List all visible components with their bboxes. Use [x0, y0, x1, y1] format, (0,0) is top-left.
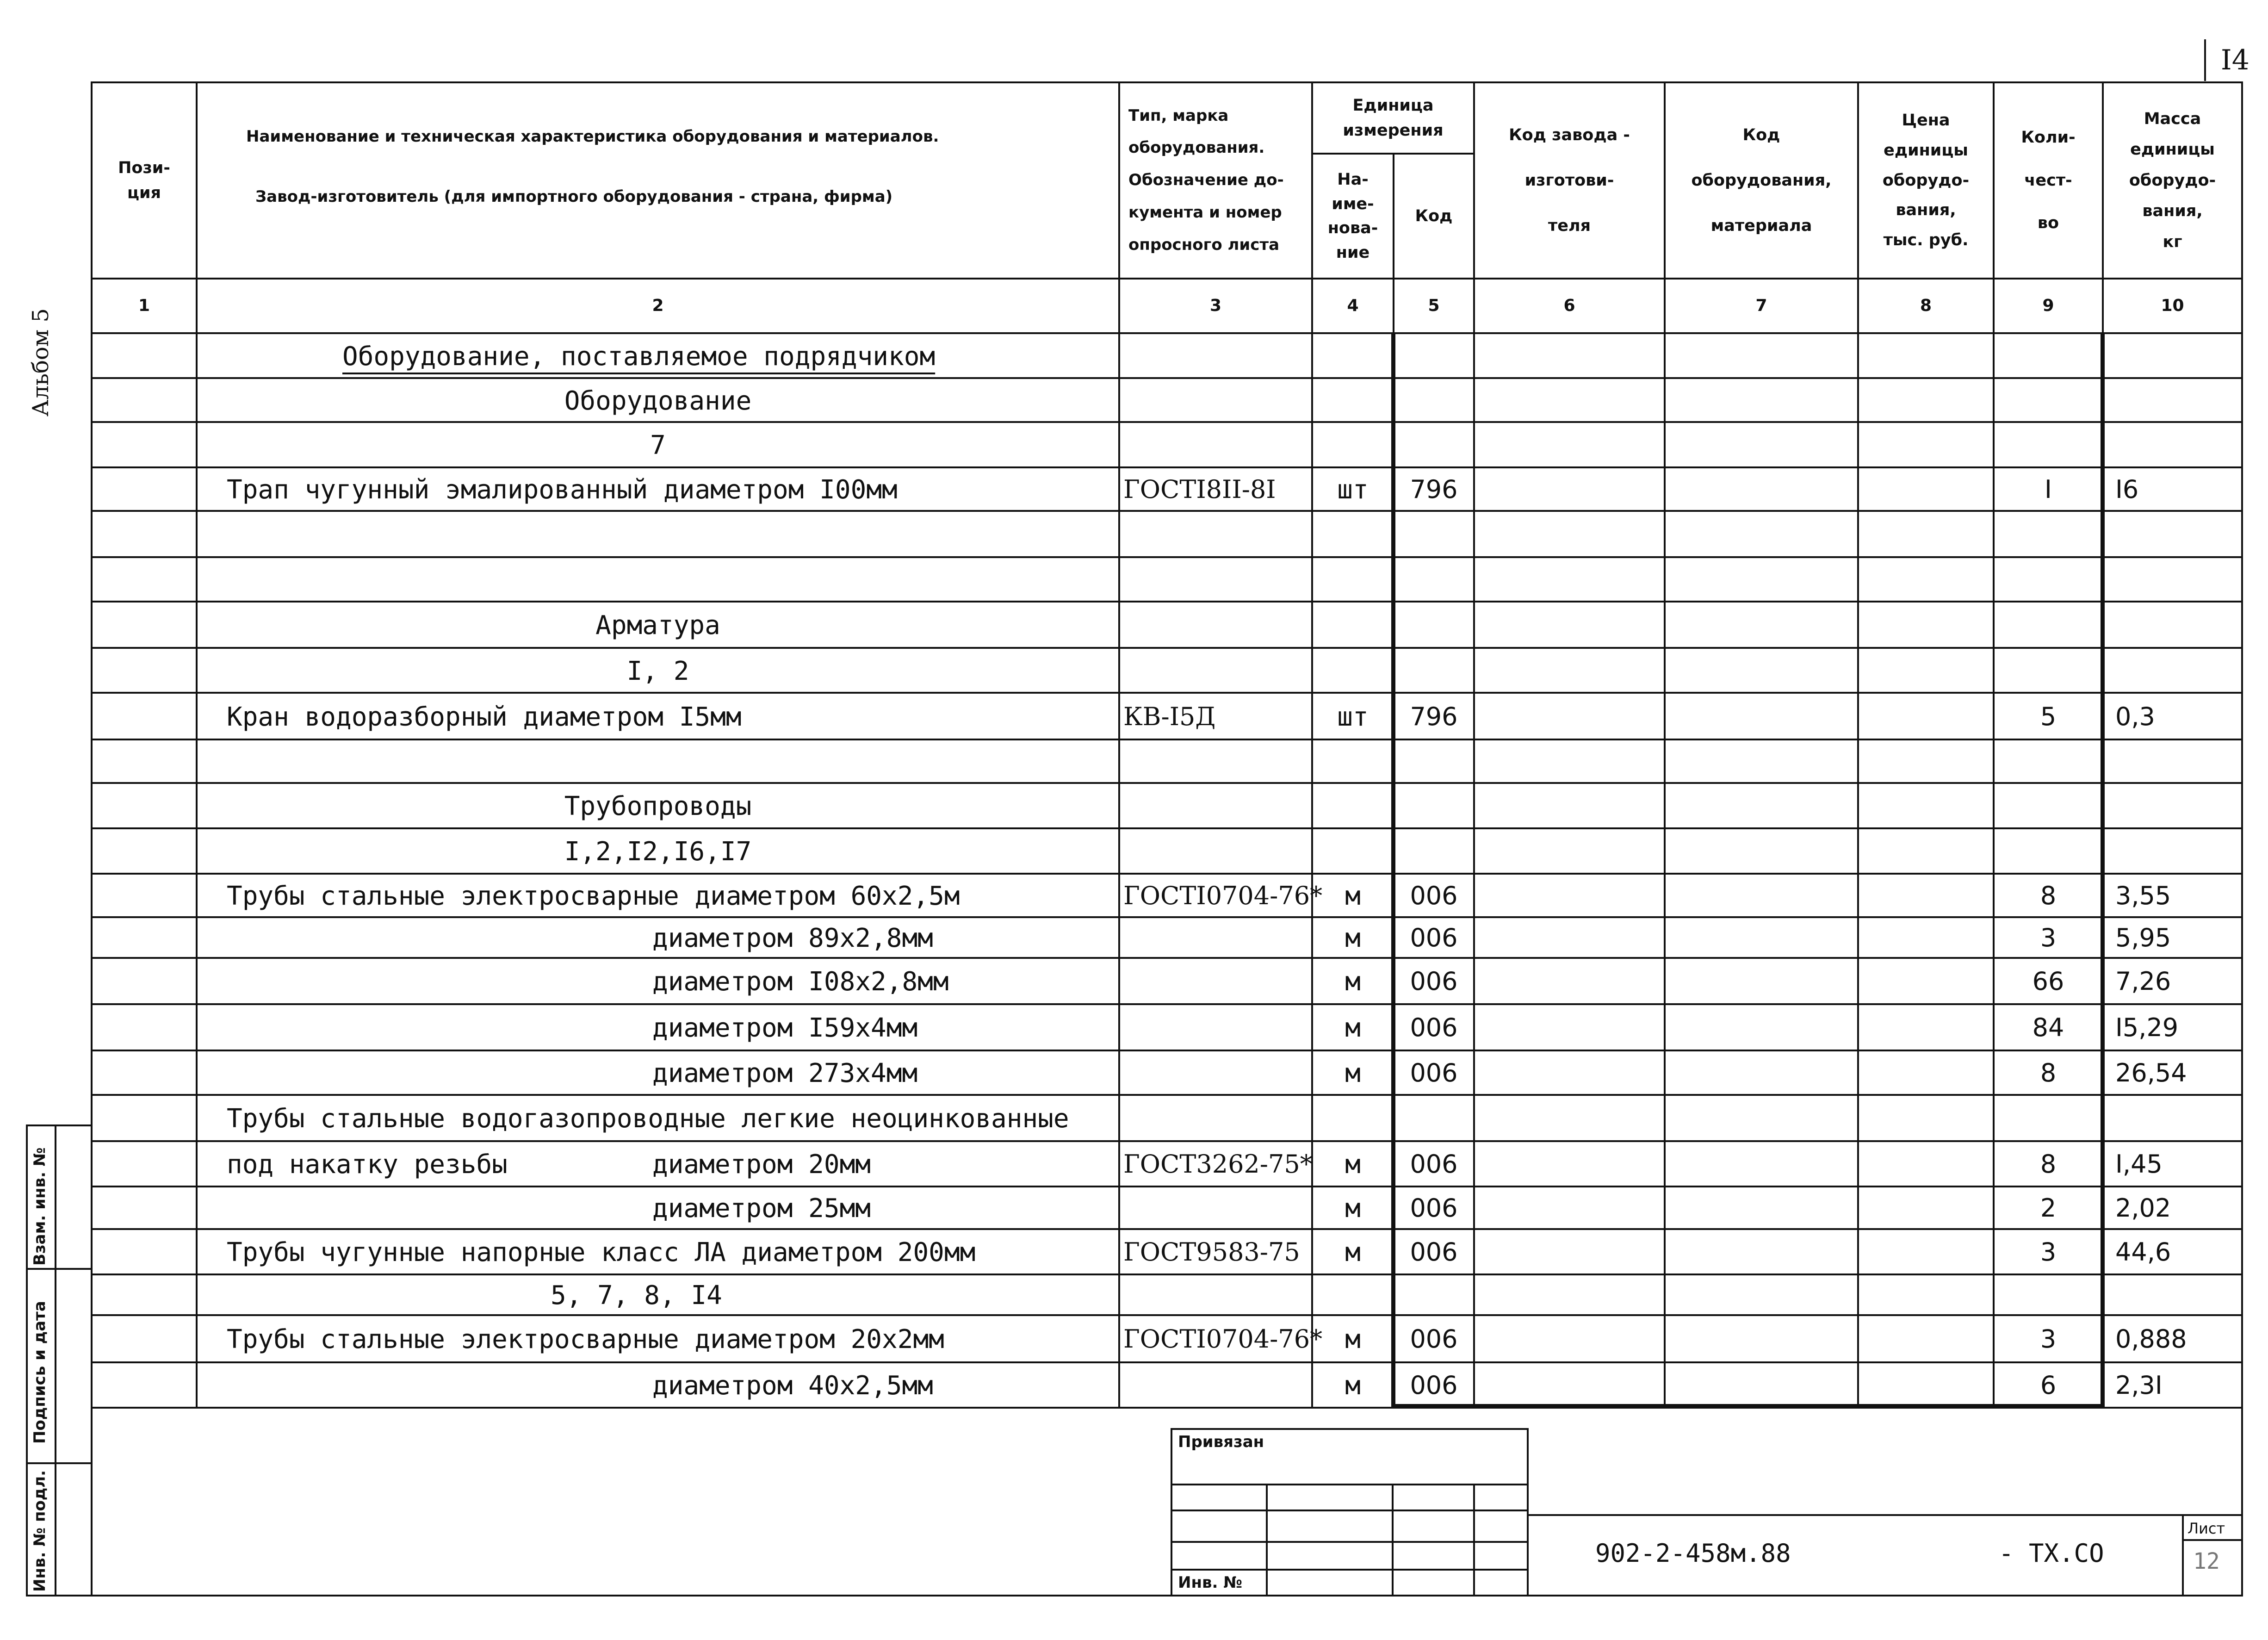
colnum-1: 1	[138, 296, 150, 315]
title-block-inv-no: Инв. №	[1178, 1573, 1243, 1592]
header-name-line1: Наименование и техническая характеристика оборудования и материалов.	[246, 127, 939, 146]
item-unit-code: 006	[1410, 1193, 1458, 1223]
item-unit-name: м	[1345, 1371, 1361, 1401]
row-line	[91, 1273, 2243, 1275]
item-mass: 26,54	[2115, 1058, 2187, 1087]
item-name-diameter: диаметром 20мм	[652, 1149, 871, 1180]
colnum-4: 4	[1347, 296, 1359, 315]
item-unit-name: м	[1345, 1058, 1361, 1088]
item-standard: ГОСТI8II-8I	[1123, 475, 1276, 504]
item-unit-code: 006	[1410, 1324, 1458, 1354]
header-unit-group: Единица измерения	[1343, 96, 1444, 140]
header-unit-name: На- име- нова- ние	[1327, 170, 1378, 262]
item-quantity: 2	[2040, 1193, 2057, 1223]
item-unit-name: м	[1345, 967, 1361, 997]
item-quantity: 3	[2040, 1237, 2057, 1267]
subsection-title: I, 2	[626, 656, 689, 686]
row-line	[91, 739, 2243, 740]
item-unit-code: 006	[1410, 1149, 1458, 1179]
item-unit-name: м	[1345, 1193, 1361, 1224]
item-name: диаметром 273х4мм	[652, 1058, 918, 1088]
row-line	[91, 1228, 2243, 1230]
row-line	[91, 916, 2243, 918]
item-unit-code: 006	[1410, 1371, 1458, 1400]
item-standard: КВ-I5Д	[1123, 702, 1216, 731]
item-unit-code: 006	[1410, 967, 1458, 996]
row-line	[91, 1050, 2243, 1051]
item-name: под накатку резьбы	[227, 1149, 508, 1180]
item-quantity: 66	[2032, 967, 2064, 996]
row-line	[91, 510, 2243, 512]
row-line	[91, 601, 2243, 603]
item-quantity: 3	[2040, 923, 2057, 952]
header-position: Пози- ция	[118, 158, 170, 202]
item-unit-name: м	[1345, 1149, 1361, 1180]
item-mass: I,45	[2115, 1149, 2163, 1179]
section-title: Оборудование, поставляемое подрядчиком	[342, 341, 936, 372]
item-unit-code: 796	[1410, 702, 1458, 731]
item-mass: 7,26	[2115, 967, 2171, 996]
item-standard: ГОСТI0704-76*	[1123, 1324, 1323, 1354]
colnum-2: 2	[652, 296, 664, 315]
subsection-title: 5, 7, 8, I4	[551, 1280, 722, 1311]
row-line	[91, 692, 2243, 694]
item-quantity: 6	[2040, 1371, 2057, 1400]
row-line	[91, 827, 2243, 829]
list-label: Лист	[2187, 1520, 2225, 1537]
subsection-title: Оборудование	[564, 385, 752, 416]
item-quantity: 84	[2032, 1013, 2064, 1042]
item-mass: I5,29	[2115, 1013, 2179, 1042]
colnum-7: 7	[1755, 296, 1767, 315]
col5-divider	[1473, 81, 1475, 1407]
side-stamp-inv-podl: Инв. № подл.	[31, 1470, 49, 1592]
item-quantity: 5	[2040, 702, 2057, 731]
title-block-vline1	[1266, 1484, 1268, 1595]
row-line	[91, 1314, 2243, 1316]
item-unit-code: 006	[1410, 881, 1458, 910]
item-name: Трубы стальные электросварные диаметром 20х2мм	[227, 1324, 944, 1354]
title-block-code-top	[1527, 1514, 2243, 1516]
page-number: I4	[2221, 44, 2249, 76]
header-unit-price: Цена единицы оборудо- вания, тыс. руб.	[1882, 111, 1970, 250]
item-mass: 0,3	[2115, 702, 2155, 731]
item-name: Трубы стальные водогазопроводные легкие неоцинкованные	[227, 1104, 1069, 1134]
item-quantity: I	[2045, 475, 2052, 504]
col6-divider	[1664, 81, 1666, 1407]
row-line	[91, 873, 2243, 875]
item-name: Трубы чугунные напорные класс ЛА диаметром 200мм	[227, 1237, 976, 1267]
side-stamp-top	[26, 1124, 93, 1126]
document-suffix: - ТХ.СО	[1999, 1539, 2104, 1568]
col1-divider	[196, 81, 198, 1407]
album-label: Альбом 5	[28, 308, 54, 416]
subsection-title: Трубопроводы	[564, 791, 752, 821]
item-mass: 2,02	[2115, 1193, 2171, 1223]
item-name: диаметром 40х2,5мм	[652, 1371, 933, 1401]
item-mass: 3,55	[2115, 881, 2171, 910]
header-bottom-border	[91, 278, 2243, 280]
colnum-6: 6	[1563, 296, 1575, 315]
column-number-bottom-border	[91, 332, 2243, 334]
colnum-10: 10	[2161, 296, 2184, 315]
item-unit-name: м	[1345, 1324, 1361, 1354]
item-name: Трап чугунный эмалированный диаметром I00мм	[227, 475, 898, 505]
page-number-divider	[2204, 39, 2206, 81]
item-mass: 2,3I	[2115, 1371, 2163, 1400]
row-line	[91, 421, 2243, 423]
row-line	[91, 556, 2243, 558]
header-factory-code: Код завода - изготови- теля	[1509, 126, 1630, 235]
item-unit-code: 006	[1410, 1237, 1458, 1267]
item-mass: 5,95	[2115, 923, 2171, 952]
item-name: Кран водоразборный диаметром I5мм	[227, 702, 742, 732]
colnum-3: 3	[1209, 296, 1222, 315]
title-block-privyazan: Привязан	[1178, 1433, 1264, 1451]
item-standard: ГОСТ9583-75	[1123, 1237, 1300, 1267]
colnum-5: 5	[1428, 296, 1440, 315]
header-equipment-code: Код оборудования, материала	[1691, 126, 1832, 235]
item-standard: ГОСТI0704-76*	[1123, 881, 1323, 910]
header-quantity: Коли- чест- во	[2021, 128, 2076, 233]
item-standard: ГОСТ3262-75*	[1123, 1149, 1313, 1179]
subsection-title: I,2,I2,I6,I7	[564, 837, 752, 867]
side-stamp-vzam-inv: Взам. инв. №	[31, 1147, 49, 1266]
header-type-mark: Тип, марка оборудования. Обозначение до- кумента и номер опросного листа	[1128, 106, 1284, 254]
item-name: диаметром 89х2,8мм	[652, 923, 933, 953]
title-block-vline2	[1392, 1484, 1394, 1595]
title-block-vline3	[1473, 1484, 1475, 1595]
row-line	[91, 647, 2243, 649]
side-stamp-divider	[55, 1124, 56, 1595]
item-mass: 0,888	[2115, 1324, 2187, 1354]
row-line	[91, 782, 2243, 784]
item-quantity: 3	[2040, 1324, 2057, 1354]
item-mass: I6	[2115, 475, 2139, 504]
row-line	[91, 1186, 2243, 1187]
item-unit-code: 796	[1410, 475, 1458, 504]
item-unit-name: м	[1345, 881, 1361, 911]
item-name: диаметром I59х4мм	[652, 1013, 918, 1043]
col7-divider	[1857, 81, 1859, 1407]
row-line	[91, 466, 2243, 468]
col2-divider	[1118, 81, 1120, 1407]
item-quantity: 8	[2040, 881, 2057, 910]
subsection-title: Арматура	[595, 610, 720, 640]
row-line	[91, 1361, 2243, 1363]
item-mass: 44,6	[2115, 1237, 2171, 1267]
list-number: 12	[2193, 1548, 2220, 1574]
side-stamp-line1	[26, 1268, 93, 1270]
item-unit-name: м	[1345, 1237, 1361, 1267]
title-block-list-divider	[2182, 1514, 2184, 1595]
colnum-9: 9	[2042, 296, 2054, 315]
item-quantity: 8	[2040, 1149, 2057, 1179]
header-name-line2: Завод-изготовитель (для импортного оборудования - страна, фирма)	[255, 187, 893, 206]
colnum-8: 8	[1920, 296, 1932, 315]
side-stamp-podpis: Подпись и дата	[31, 1301, 49, 1444]
side-stamp-left-border	[26, 1124, 28, 1595]
header-unit-mass: Масса единицы оборудо- вания, кг	[2129, 109, 2216, 251]
item-unit-name: м	[1345, 1013, 1361, 1043]
row-line	[91, 377, 2243, 379]
row-line	[91, 1094, 2243, 1096]
item-name: диаметром 25мм	[652, 1193, 871, 1224]
thick-frame-bottom	[1391, 1404, 2105, 1408]
item-unit-name: шт	[1337, 702, 1369, 732]
page-bottom-border	[26, 1595, 2243, 1597]
item-name: Трубы стальные электросварные диаметром 60х2,5м	[227, 881, 960, 911]
header-unit-code: Код	[1415, 206, 1453, 225]
title-block-top	[1171, 1428, 1529, 1430]
side-stamp-line2	[26, 1462, 93, 1464]
item-quantity: 8	[2040, 1058, 2057, 1087]
item-unit-name: м	[1345, 923, 1361, 953]
row-line	[91, 1140, 2243, 1142]
document-code: 902-2-458м.88	[1595, 1539, 1791, 1568]
item-unit-name: шт	[1337, 475, 1369, 505]
table-right-border	[2241, 81, 2243, 1595]
item-unit-code: 006	[1410, 1013, 1458, 1042]
title-block-list-line	[2182, 1539, 2243, 1541]
item-unit-code: 006	[1410, 1058, 1458, 1087]
item-unit-code: 006	[1410, 923, 1458, 952]
subsection-title: 7	[650, 430, 666, 460]
row-line	[91, 1003, 2243, 1005]
item-name: диаметром I08х2,8мм	[652, 967, 949, 997]
row-line	[91, 957, 2243, 959]
